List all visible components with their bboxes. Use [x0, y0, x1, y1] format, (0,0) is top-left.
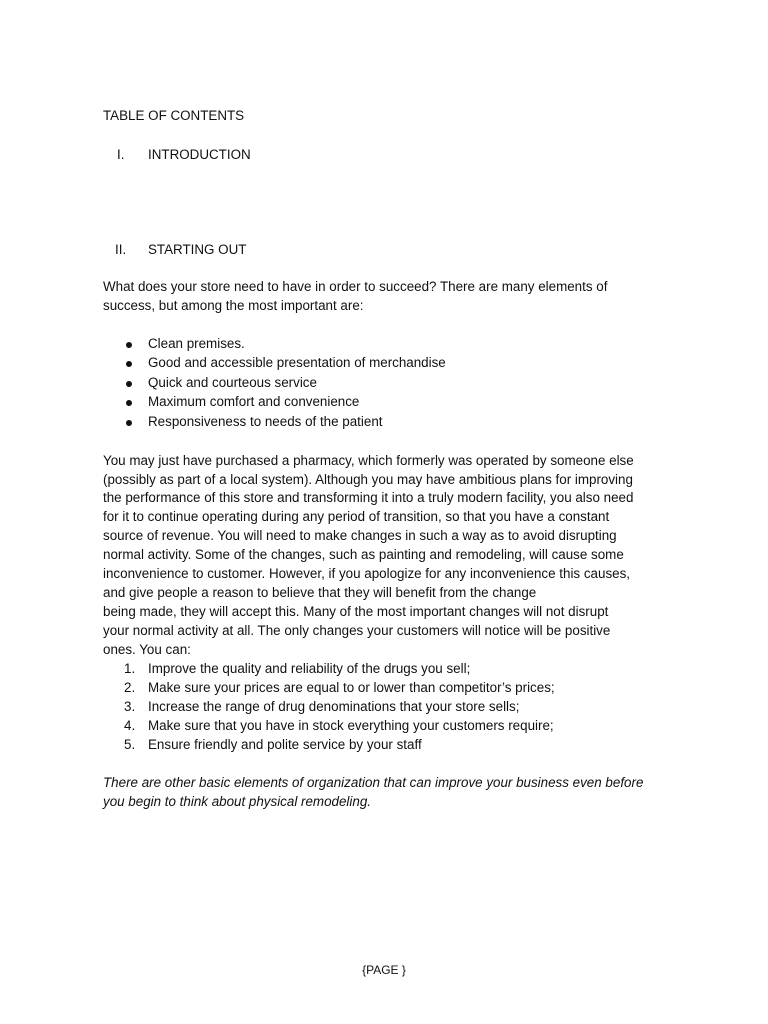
bullet-icon: [126, 361, 132, 367]
section-numeral: II.: [115, 242, 127, 257]
text-line: ones. You can:: [103, 642, 191, 657]
list-item-text: Increase the range of drug denominations that your store sells;: [148, 699, 520, 714]
list-item-text: Good and accessible presentation of merchandise: [148, 355, 446, 370]
section-title: STARTING OUT: [148, 242, 247, 257]
text-line: you begin to think about physical remodeling.: [103, 794, 371, 809]
list-item-text: Ensure friendly and polite service by your staff: [148, 737, 422, 752]
text-line: normal activity. Some of the changes, such as painting and remodeling, will cause some: [103, 547, 624, 562]
text-line: for it to continue operating during any period of transition, so that you have a constant: [103, 509, 610, 524]
text-line: (possibly as part of a local system). Although you may have ambitious plans for improving: [103, 472, 633, 487]
list-item-text: Make sure your prices are equal to or lower than competitor’s prices;: [148, 680, 555, 695]
bullet-icon: [126, 381, 132, 387]
text-line: and give people a reason to believe that they will benefit from the change: [103, 585, 537, 600]
text-line: source of revenue. You will need to make changes in such a way as to avoid disrupting: [103, 528, 617, 543]
list-item-text: Make sure that you have in stock everything your customers require;: [148, 718, 554, 733]
text-line: inconvenience to customer. However, if you apologize for any inconvenience this causes,: [103, 566, 631, 581]
section-title: INTRODUCTION: [148, 147, 251, 162]
toc-heading: TABLE OF CONTENTS: [103, 108, 245, 123]
text-line: There are other basic elements of organization that can improve your business even before: [103, 775, 644, 790]
list-item-text: Clean premises.: [148, 336, 245, 351]
list-item-number: 2.: [124, 680, 136, 695]
text-line: being made, they will accept this. Many of the most important changes will not disrupt: [103, 604, 609, 619]
bullet-icon: [126, 342, 132, 348]
bullet-icon: [126, 400, 132, 406]
list-item-text: Maximum comfort and convenience: [148, 394, 360, 409]
text-line: your normal activity at all. The only changes your customers will notice will be positive: [103, 623, 611, 638]
list-item-number: 5.: [124, 737, 136, 752]
list-item-number: 1.: [124, 661, 136, 676]
text-line: the performance of this store and transforming it into a truly modern facility, you also need: [103, 490, 634, 505]
page-number-field: {PAGE }: [362, 963, 406, 977]
text-line: What does your store need to have in order to succeed? There are many elements of: [103, 279, 608, 294]
list-item-text: Improve the quality and reliability of the drugs you sell;: [148, 661, 471, 676]
list-item-number: 4.: [124, 718, 136, 733]
bullet-icon: [126, 420, 132, 426]
text-line: success, but among the most important are:: [103, 298, 364, 313]
list-item-text: Quick and courteous service: [148, 375, 317, 390]
list-item-number: 3.: [124, 699, 136, 714]
text-line: You may just have purchased a pharmacy, which formerly was operated by someone else: [103, 453, 634, 468]
section-numeral: I.: [117, 147, 125, 162]
list-item-text: Responsiveness to needs of the patient: [148, 414, 383, 429]
